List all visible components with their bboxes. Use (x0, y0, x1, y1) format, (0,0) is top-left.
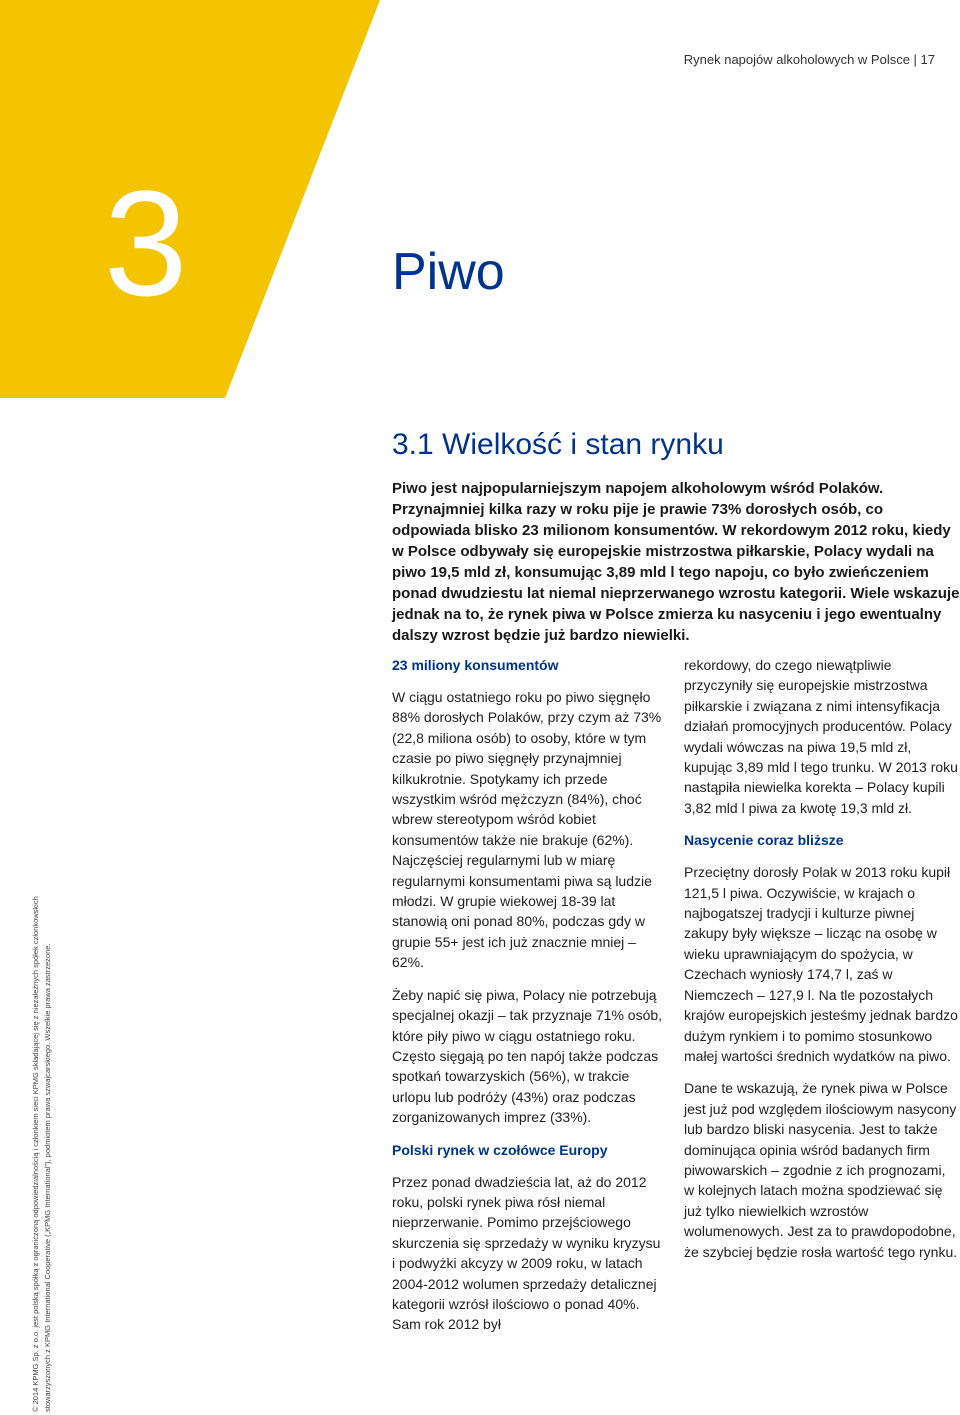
body-paragraph: W ciągu ostatniego roku po piwo sięgnęło 88% dorosłych Polaków, przy czym aż 73% (22,8 miliona osób) to osoby, które w tym czasie po piwo sięgnęły przynajmniej kilkukrotnie. Spotykamy ich przede wszystkim wśród mężczyzn (84%), choć wbrew stereotypom wśród kobiet konsumentów także nie brakuje (62%). Najczęściej regularnymi lub w miarę regularnymi konsumentami piwa są ludzie młodzi. W grupie wiekowej 18-39 lat stanowią oni ponad 80%, podczas gdy w grupie 55+ jest ich już znacznie mniej – 62%. (392, 689, 662, 971)
body-paragraph: Przeciętny dorosły Polak w 2013 roku kupił 121,5 l piwa. Oczywiście, w krajach o najbogatszej tradycji i kulturze piwnej zakupy były większe – licząc na osobę w wieku uprawniającym do spożycia, w Czechach wyniosły 174,7 l, zaś w Niemczech – 127,9 l. Na tle pozostałych krajów europejskich jesteśmy jednak bardzo dużym rynkiem i to pomimo stosunkowo małej wartości średnich wydatków na piwo. (684, 864, 958, 1064)
running-header: Rynek napojów alkoholowych w Polsce | 17 (683, 52, 935, 67)
chapter-number: 3 (104, 159, 184, 327)
chapter-banner-shape (0, 0, 380, 398)
body-paragraph: Żeby napić się piwa, Polacy nie potrzebują specjalnej okazji – tak przyznaje 71% osób, które piły piwo w ciągu ostatniego roku. Często sięgają po ten napój także podczas spotkań towarzyskich (56%), w trakcie urlopu lub podróży (43%) oraz podczas zorganizowanych imprez (33%). (392, 986, 663, 1126)
copyright-notice: © 2014 KPMG Sp. z o.o. jest polską spółką z ograniczoną odpowiedzialnością i członkiem sieci KPMG składającej się z niezależnych spółek członkowskich stowarzyszonych z KPMG International Cooperative („KPMG International”), podmiotem prawa szwajcarskiego. Wszelkie prawa zastrzeżone. (31, 896, 52, 1412)
lead-paragraph: Piwo jest najpopularniejszym napojem alkoholowym wśród Polaków. Przynajmniej kilka razy w roku pije je prawie 73% dorosłych osób, co odpowiada blisko 23 milionom konsumentów. W rekordowym 2012 roku, kiedy w Polsce odbywały się europejskie mistrzostwa piłkarskie, Polacy wydali na piwo 19,5 mld zł, konsumując 3,89 mld l tego napoju, co było zwieńczeniem ponad dwudziestu lat niemal nieprzerwanego wzrostu kategorii. Wiele wskazuje jednak na to, że rynek piwa w Polsce zmierza ku nasyceniu i jego ewentualny dalszy wzrost będzie już bardzo niewielki. (392, 480, 960, 644)
section-heading: 3.1 Wielkość i stan rynku (392, 428, 724, 461)
chapter-title: Piwo (392, 243, 505, 301)
right-column (684, 655, 958, 1274)
body-paragraph: rekordowy, do czego niewątpliwie przyczyniły się europejskie mistrzostwa piłkarskie i związana z nimi intensyfikacja działań promocyjnych producentów. Polacy wydali wówczas na piwa 19,5 mld zł, kupując 3,89 mld l tego trunku. W 2013 roku nastąpiła niewielka korekta – Polacy kupili 3,82 mld l piwa za kwotę 19,3 mld zł. (684, 657, 958, 816)
subheading-europe: Polski rynek w czołówce Europy (392, 1141, 608, 1158)
body-paragraph: Dane te wskazują, że rynek piwa w Polsce jest już pod względem ilościowym nasycony lub bardzo bliski nasycenia. Jest to także dominująca opinia wśród badanych firm piwowarskich – zgodnie z ich prognozami, w kolejnych latach można spodziewać się już tylko niewielkich wzrostów wolumenowych. Jest za to prawdopodobne, że szybciej będzie rosła wartość tego rynku. (684, 1080, 958, 1260)
left-column (392, 655, 667, 1347)
body-paragraph: Przez ponad dwadzieścia lat, aż do 2012 roku, polski rynek piwa rósł niemal nieprzerwanie. Pomimo przejściowego skurczenia się sprzedaży w wyniku kryzysu i podwyżki akcyzy w 2009 roku, w latach 2004-2012 wolumen sprzedaży detalicznej kategorii wzrósł ilościowo o ponad 40%. Sam rok 2012 był (392, 1173, 661, 1333)
subheading-consumers: 23 miliony konsumentów (392, 657, 559, 673)
subheading-saturation: Nasycenie coraz bliższe (684, 832, 844, 849)
